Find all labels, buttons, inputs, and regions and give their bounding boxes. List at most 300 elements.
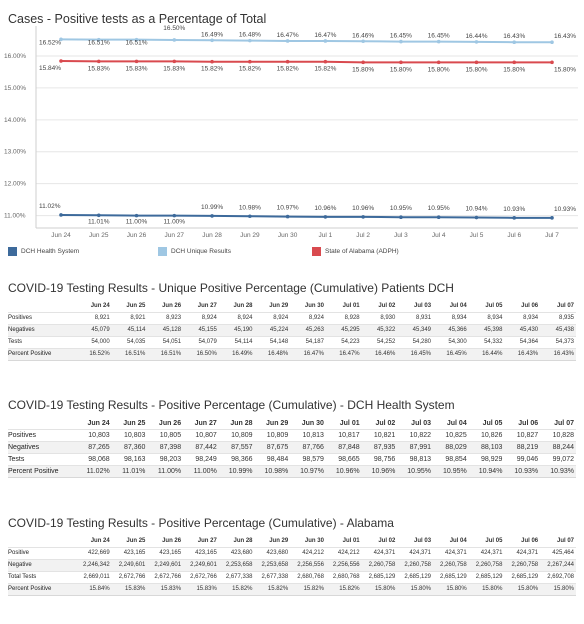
table-cell: 16.47% (290, 349, 326, 361)
table-cell: 16.51% (147, 349, 183, 361)
column-header-jul-04: Jul 04 (449, 538, 467, 544)
table-cell: 10.98% (255, 466, 291, 478)
column-header-jul-06: Jul 06 (518, 420, 539, 427)
data-label: 16.51% (125, 39, 148, 47)
table-cell: 2,249,601 (112, 560, 148, 572)
table-cell: 16.48% (255, 349, 291, 361)
table-row-tests (8, 337, 576, 349)
column-header-jun-24: Jun 24 (87, 420, 110, 427)
table-cell: 11.00% (147, 466, 183, 478)
column-header-jun-28: Jun 28 (233, 303, 253, 309)
data-label: 15.80% (554, 66, 577, 74)
column-header-jul-01: Jul 01 (342, 303, 360, 309)
table-cell: 2,692,708 (540, 572, 576, 584)
table-cell: 2,672,766 (112, 572, 148, 584)
legend-label-state-of-alabama: State of Alabama (ADPH) (325, 248, 399, 256)
column-header-jun-24: Jun 24 (90, 303, 110, 309)
data-point (248, 60, 252, 64)
table-cell: 2,256,556 (326, 560, 362, 572)
data-point (512, 61, 516, 65)
table-row-positives (8, 430, 576, 442)
table-cell: 10.94% (469, 466, 505, 478)
column-header-jul-03: Jul 03 (414, 538, 432, 544)
table-cell: 54,252 (362, 337, 398, 349)
legend-item-state-of-alabama[interactable] (312, 247, 399, 256)
row-label: Total Tests (8, 572, 76, 584)
x-tick-label: Jul 7 (545, 232, 559, 239)
data-point (97, 60, 101, 64)
column-header-jul-04: Jul 04 (449, 303, 467, 309)
data-point (324, 60, 328, 64)
x-tick-label: Jun 24 (51, 232, 71, 239)
data-label: 10.93% (503, 205, 526, 213)
row-label: Percent Positive (8, 584, 76, 596)
x-tick-label: Jun 30 (277, 232, 298, 239)
table-row-percent-positive (8, 584, 576, 596)
table-cell: 10,828 (540, 430, 576, 442)
data-point (361, 61, 365, 65)
table-cell: 88,219 (504, 442, 540, 454)
column-header-jun-27: Jun 27 (194, 420, 217, 427)
table-cell: 2,672,766 (183, 572, 219, 584)
table-cell: 10,821 (362, 430, 398, 442)
table-cell: 87,675 (255, 442, 291, 454)
column-header-jul-05: Jul 05 (485, 303, 503, 309)
row-label: Tests (8, 454, 76, 466)
column-header-jun-25: Jun 25 (126, 538, 146, 544)
table-cell: 16.43% (540, 349, 576, 361)
table-header-corner (8, 301, 76, 313)
table-cell: 87,442 (183, 442, 219, 454)
data-label: 16.49% (201, 31, 224, 39)
legend-swatch-dch-health-system (8, 247, 17, 256)
row-label: Percent Positive (8, 466, 76, 478)
table-row-positives (8, 313, 576, 325)
table-cell: 2,253,658 (255, 560, 291, 572)
table-cell: 87,265 (76, 442, 112, 454)
table-row-negatives (8, 325, 576, 337)
table-cell: 45,349 (397, 325, 433, 337)
table-cell: 54,000 (76, 337, 112, 349)
table-cell: 8,924 (219, 313, 255, 325)
data-label: 15.82% (314, 65, 337, 73)
table-cell: 54,187 (290, 337, 326, 349)
table-cell: 11.02% (76, 466, 112, 478)
table-cell: 88,244 (540, 442, 576, 454)
table-alabama (8, 536, 576, 596)
table-cell: 8,928 (326, 313, 362, 325)
table-cell: 15.83% (112, 584, 148, 596)
table-cell: 423,165 (183, 548, 219, 560)
data-label: 15.84% (39, 65, 62, 73)
row-label: Tests (8, 337, 76, 349)
column-header-jun-29: Jun 29 (269, 303, 289, 309)
column-header-jul-07: Jul 07 (556, 303, 574, 309)
column-header-jul-02: Jul 02 (378, 303, 396, 309)
legend-label-dch-health-system: DCH Health System (21, 248, 80, 256)
table-cell: 54,373 (540, 337, 576, 349)
table-cell: 423,680 (255, 548, 291, 560)
data-label: 16.44% (465, 32, 488, 40)
data-point (361, 39, 365, 43)
table-cell: 54,332 (469, 337, 505, 349)
data-point (512, 40, 516, 44)
column-header-jul-03: Jul 03 (411, 420, 432, 427)
chart-title: Cases - Positive tests as a Percentage of Total (8, 12, 267, 26)
data-point (248, 214, 252, 218)
table-cell: 45,079 (76, 325, 112, 337)
table-cell: 98,929 (469, 454, 505, 466)
data-label: 10.95% (389, 205, 412, 213)
data-label: 16.47% (314, 31, 337, 39)
table-cell: 8,931 (397, 313, 433, 325)
table-cell: 98,854 (433, 454, 469, 466)
table-cell: 10,807 (183, 430, 219, 442)
table-cell: 87,935 (362, 442, 398, 454)
table-cell: 54,051 (147, 337, 183, 349)
data-point (550, 216, 554, 220)
table-cell: 10,825 (433, 430, 469, 442)
table-header-corner (8, 536, 76, 548)
data-point (59, 59, 63, 63)
table-row-negatives (8, 442, 576, 454)
column-header-jun-27: Jun 27 (197, 538, 217, 544)
table-cell: 45,190 (219, 325, 255, 337)
table-cell: 8,934 (504, 313, 540, 325)
table-cell: 2,267,244 (540, 560, 576, 572)
column-header-jun-26: Jun 26 (162, 538, 182, 544)
table-cell: 15.80% (504, 584, 540, 596)
table-cell: 15.80% (362, 584, 398, 596)
table-cell: 54,035 (112, 337, 148, 349)
data-point (59, 213, 63, 217)
table-row-percent-positive (8, 466, 576, 478)
column-header-jun-25: Jun 25 (123, 420, 146, 427)
table-cell: 45,155 (183, 325, 219, 337)
table-header-corner (8, 418, 76, 430)
table-cell: 10.96% (362, 466, 398, 478)
data-label: 16.48% (238, 31, 261, 39)
line-chart (0, 0, 584, 268)
data-point (210, 214, 214, 218)
data-point (324, 215, 328, 219)
data-label: 10.93% (554, 205, 577, 213)
column-header-jul-01: Jul 01 (342, 538, 360, 544)
table-cell: 2,246,342 (76, 560, 112, 572)
table-cell: 423,680 (219, 548, 255, 560)
table-cell: 2,672,766 (147, 572, 183, 584)
data-label: 16.45% (389, 32, 412, 40)
table-cell: 15.83% (183, 584, 219, 596)
table-cell: 8,934 (469, 313, 505, 325)
column-header-jun-28: Jun 28 (233, 538, 253, 544)
data-label: 15.83% (87, 65, 110, 73)
table-cell: 10.93% (540, 466, 576, 478)
data-point (135, 214, 139, 218)
table-cell: 99,046 (504, 454, 540, 466)
data-point (210, 39, 214, 43)
data-point (399, 61, 403, 65)
table-cell: 98,756 (362, 454, 398, 466)
table-cell: 15.84% (76, 584, 112, 596)
column-header-jun-26: Jun 26 (162, 303, 182, 309)
x-tick-label: Jul 3 (394, 232, 408, 239)
data-point (475, 216, 479, 220)
column-header-jul-02: Jul 02 (375, 420, 396, 427)
column-header-jun-26: Jun 26 (158, 420, 182, 427)
data-label: 15.80% (352, 66, 375, 74)
table-cell: 99,072 (540, 454, 576, 466)
data-point (399, 215, 403, 219)
data-label: 11.01% (87, 218, 110, 226)
table-cell: 10,809 (219, 430, 255, 442)
data-label: 15.80% (503, 66, 526, 74)
table-cell: 8,930 (362, 313, 398, 325)
data-point (324, 39, 328, 43)
table-1-title: COVID-19 Testing Results - Unique Positive Percentage (Cumulative) Patients DCH (8, 281, 454, 295)
table-cell: 16.44% (469, 349, 505, 361)
column-header-jun-30: Jun 30 (304, 303, 324, 309)
column-header-jun-27: Jun 27 (197, 303, 217, 309)
row-label: Negatives (8, 325, 76, 337)
legend-item-dch-health-system[interactable] (8, 247, 79, 256)
data-label: 16.45% (427, 32, 450, 40)
table-cell: 45,224 (255, 325, 291, 337)
table-cell: 2,260,758 (433, 560, 469, 572)
data-point (361, 215, 365, 219)
table-cell: 54,079 (183, 337, 219, 349)
column-header-jun-29: Jun 29 (266, 420, 289, 427)
data-label: 16.43% (554, 33, 577, 41)
x-tick-label: Jul 2 (356, 232, 371, 239)
table-cell: 10.95% (433, 466, 469, 478)
table-row-total-tests (8, 572, 576, 584)
table-cell: 10,826 (469, 430, 505, 442)
table-cell: 10,822 (397, 430, 433, 442)
table-cell: 16.52% (76, 349, 112, 361)
table-cell: 87,766 (290, 442, 326, 454)
table-cell: 15.80% (397, 584, 433, 596)
table-cell: 2,256,556 (290, 560, 326, 572)
table-cell: 45,295 (326, 325, 362, 337)
table-header-row (8, 536, 576, 548)
data-point (399, 40, 403, 44)
chart-plot (0, 0, 584, 244)
table-cell: 87,398 (147, 442, 183, 454)
table-cell: 87,991 (397, 442, 433, 454)
x-tick-label: Jul 1 (318, 232, 333, 239)
series-line-2 (61, 61, 552, 62)
data-label: 16.46% (352, 32, 375, 40)
table-cell: 10.96% (326, 466, 362, 478)
table-row-negative (8, 560, 576, 572)
table-cell: 45,430 (504, 325, 540, 337)
table-cell: 2,677,338 (219, 572, 255, 584)
table-cell: 10,813 (290, 430, 326, 442)
data-point (173, 214, 177, 218)
table-cell: 98,665 (326, 454, 362, 466)
data-label: 10.95% (427, 205, 450, 213)
data-point (286, 39, 290, 43)
data-point (437, 61, 441, 65)
table-cell: 2,260,758 (469, 560, 505, 572)
data-point (173, 38, 177, 42)
table-cell: 98,484 (255, 454, 291, 466)
table-cell: 54,223 (326, 337, 362, 349)
table-cell: 98,249 (183, 454, 219, 466)
table-cell: 11.00% (183, 466, 219, 478)
table-cell: 16.47% (326, 349, 362, 361)
data-label: 11.00% (125, 218, 148, 226)
table-cell: 87,557 (219, 442, 255, 454)
x-tick-label: Jun 26 (126, 232, 147, 239)
column-header-jun-30: Jun 30 (304, 538, 324, 544)
table-cell: 45,438 (540, 325, 576, 337)
table-cell: 54,300 (433, 337, 469, 349)
table-cell: 10,817 (326, 430, 362, 442)
table-cell: 45,398 (469, 325, 505, 337)
x-tick-label: Jul 4 (431, 232, 446, 239)
table-3-title: COVID-19 Testing Results - Positive Percentage (Cumulative) - Alabama (8, 516, 394, 530)
data-label: 15.80% (389, 66, 412, 74)
table-cell: 15.82% (290, 584, 326, 596)
table-cell: 45,366 (433, 325, 469, 337)
table-unique-positive-dch (8, 301, 576, 361)
table-cell: 45,322 (362, 325, 398, 337)
table-row-percent-positive (8, 349, 576, 361)
data-label: 15.82% (276, 65, 299, 73)
table-cell: 98,068 (76, 454, 112, 466)
table-cell: 15.80% (469, 584, 505, 596)
data-label: 15.80% (465, 66, 488, 74)
table-cell: 45,263 (290, 325, 326, 337)
data-point (286, 215, 290, 219)
table-cell: 98,813 (397, 454, 433, 466)
table-cell: 15.82% (326, 584, 362, 596)
data-label: 10.98% (238, 204, 261, 212)
table-cell: 16.46% (362, 349, 398, 361)
table-cell: 423,165 (147, 548, 183, 560)
column-header-jul-04: Jul 04 (446, 420, 467, 427)
table-cell: 16.50% (183, 349, 219, 361)
data-label: 16.52% (39, 39, 62, 47)
data-label: 10.94% (465, 205, 488, 213)
table-cell: 2,685,129 (504, 572, 540, 584)
table-cell: 87,848 (326, 442, 362, 454)
data-label: 16.51% (87, 39, 110, 47)
table-cell: 2,669,011 (76, 572, 112, 584)
data-label: 11.02% (39, 202, 61, 210)
table-cell: 15.80% (433, 584, 469, 596)
table-cell: 10.93% (504, 466, 540, 478)
data-label: 10.99% (201, 203, 224, 211)
column-header-jul-01: Jul 01 (339, 420, 360, 427)
table-cell: 8,934 (433, 313, 469, 325)
column-header-jul-05: Jul 05 (482, 420, 503, 427)
data-point (475, 40, 479, 44)
table-cell: 424,371 (362, 548, 398, 560)
data-point (475, 61, 479, 65)
table-cell: 54,148 (255, 337, 291, 349)
table-cell: 424,371 (397, 548, 433, 560)
table-cell: 2,249,601 (147, 560, 183, 572)
column-header-jul-07: Jul 07 (556, 538, 574, 544)
legend-swatch-state-of-alabama (312, 247, 321, 256)
table-cell: 8,921 (112, 313, 148, 325)
table-cell: 15.82% (219, 584, 255, 596)
y-tick-label: 12.00% (4, 180, 27, 188)
table-cell: 424,371 (469, 548, 505, 560)
table-row-tests (8, 454, 576, 466)
table-dch-health-system (8, 418, 576, 478)
y-tick-label: 14.00% (4, 116, 27, 124)
table-cell: 2,260,758 (397, 560, 433, 572)
row-label: Positives (8, 430, 76, 442)
row-label: Negative (8, 560, 76, 572)
table-cell: 425,464 (540, 548, 576, 560)
column-header-jun-28: Jun 28 (230, 420, 253, 427)
data-point (437, 40, 441, 44)
data-label: 16.43% (503, 33, 526, 41)
table-cell: 10,809 (255, 430, 291, 442)
x-tick-label: Jun 29 (240, 232, 260, 239)
x-tick-label: Jun 28 (202, 232, 222, 239)
table-header-row (8, 301, 576, 313)
data-label: 15.82% (201, 65, 224, 73)
column-header-jul-06: Jul 06 (521, 538, 539, 544)
table-cell: 10.99% (219, 466, 255, 478)
row-label: Percent Positive (8, 349, 76, 361)
data-label: 15.83% (125, 65, 148, 73)
data-label: 11.00% (163, 218, 186, 226)
table-cell: 10,827 (504, 430, 540, 442)
column-header-jul-03: Jul 03 (414, 303, 432, 309)
table-cell: 98,203 (147, 454, 183, 466)
legend-label-dch-unique-results: DCH Unique Results (171, 248, 231, 256)
table-cell: 423,165 (112, 548, 148, 560)
table-cell: 2,253,658 (219, 560, 255, 572)
table-cell: 11.01% (112, 466, 148, 478)
table-cell: 424,371 (433, 548, 469, 560)
table-cell: 10.97% (290, 466, 326, 478)
data-point (210, 60, 214, 64)
table-cell: 16.43% (504, 349, 540, 361)
table-cell: 2,685,129 (469, 572, 505, 584)
table-cell: 87,360 (112, 442, 148, 454)
legend-swatch-dch-unique-results (158, 247, 167, 256)
data-label: 16.50% (163, 24, 186, 32)
data-point (173, 60, 177, 64)
legend-item-dch-unique-results[interactable] (158, 247, 231, 256)
table-cell: 2,680,768 (326, 572, 362, 584)
data-label: 16.47% (276, 31, 299, 39)
x-tick-label: Jul 6 (507, 232, 522, 239)
column-header-jun-30: Jun 30 (301, 420, 324, 427)
data-label: 10.97% (276, 204, 299, 212)
data-label: 15.80% (427, 66, 450, 74)
column-header-jun-25: Jun 25 (126, 303, 146, 309)
table-cell: 16.49% (219, 349, 255, 361)
table-cell: 8,924 (183, 313, 219, 325)
data-point (437, 215, 441, 219)
column-header-jul-02: Jul 02 (378, 538, 396, 544)
table-header-row (8, 418, 576, 430)
row-label: Negatives (8, 442, 76, 454)
x-tick-label: Jun 25 (89, 232, 109, 239)
table-cell: 422,669 (76, 548, 112, 560)
y-tick-label: 16.00% (4, 52, 27, 60)
data-point (97, 213, 101, 217)
